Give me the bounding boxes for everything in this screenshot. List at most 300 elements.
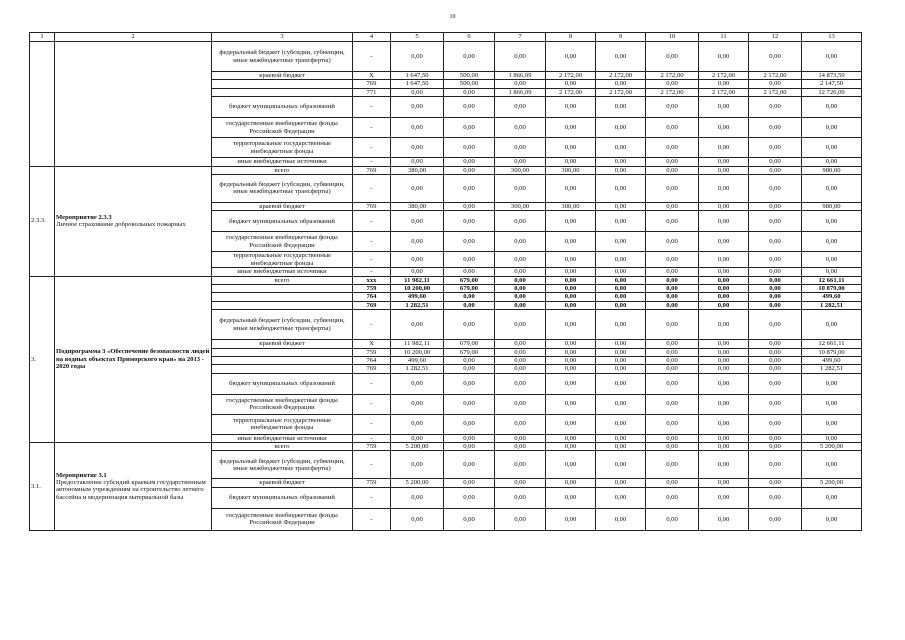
year-value: 0,00 — [444, 394, 495, 414]
year-value: 0,00 — [495, 158, 546, 166]
year-value: 0,00 — [749, 285, 802, 293]
total-value: 0,00 — [802, 434, 862, 442]
year-value: 0,00 — [749, 166, 802, 174]
year-value: 0,00 — [699, 232, 749, 252]
year-value: 0,00 — [546, 451, 596, 479]
year-value: 0,00 — [699, 118, 749, 138]
year-value: 10 200,00 — [391, 348, 444, 356]
year-value: 2 172,00 — [546, 72, 596, 80]
year-value: 0,00 — [749, 80, 802, 88]
year-value: 0,00 — [444, 301, 495, 309]
table-row — [30, 42, 862, 72]
total-value: 0,00 — [802, 394, 862, 414]
total-value: 980,00 — [802, 202, 862, 210]
year-value: 0,00 — [444, 232, 495, 252]
year-value: 0,00 — [546, 80, 596, 88]
year-value: 0,00 — [495, 348, 546, 356]
year-value: 0,00 — [749, 356, 802, 364]
year-value: 500,00 — [444, 72, 495, 80]
year-value: 0,00 — [444, 118, 495, 138]
year-value: 11 982,11 — [391, 276, 444, 284]
year-value: 300,00 — [495, 202, 546, 210]
year-value: 0,00 — [749, 293, 802, 301]
item-description: Личное страхование добровольных пожарных — [56, 221, 186, 229]
year-value: 0,00 — [495, 232, 546, 252]
budget-table — [29, 32, 862, 531]
year-value: 0,00 — [546, 340, 596, 348]
year-value: 0,00 — [596, 487, 646, 508]
year-value: 0,00 — [596, 414, 646, 434]
year-value: 0,00 — [646, 118, 699, 138]
year-value: 0,00 — [646, 268, 699, 276]
year-value: 0,00 — [646, 434, 699, 442]
item-title: Мероприятие 3.1 — [56, 471, 107, 479]
budget-code: - — [353, 451, 391, 479]
year-value: 2 172,00 — [699, 88, 749, 96]
header-cell: 8 — [546, 33, 596, 42]
year-value: 0,00 — [646, 166, 699, 174]
total-value: 0,00 — [802, 232, 862, 252]
year-value: 0,00 — [546, 138, 596, 158]
year-value: 1 282,51 — [391, 365, 444, 373]
total-value: 2 147,50 — [802, 80, 862, 88]
year-value: 0,00 — [699, 479, 749, 487]
year-value: 0,00 — [646, 252, 699, 268]
funding-source: федеральный бюджет (субсидии, субвенции, иные межбюджетные трансферты) — [212, 42, 353, 72]
year-value: 0,00 — [546, 293, 596, 301]
year-value: 300,00 — [546, 166, 596, 174]
year-value: 0,00 — [646, 443, 699, 451]
budget-code: 769 — [353, 202, 391, 210]
year-value: 2 172,00 — [699, 72, 749, 80]
year-value: 0,00 — [391, 487, 444, 508]
year-value: 0,00 — [699, 301, 749, 309]
year-value: 679,00 — [444, 285, 495, 293]
year-value: 0,00 — [495, 97, 546, 118]
year-value: 0,00 — [749, 310, 802, 340]
budget-code: 759 — [353, 285, 391, 293]
year-value: 0,00 — [546, 434, 596, 442]
year-value: 0,00 — [699, 174, 749, 202]
year-value: 0,00 — [596, 394, 646, 414]
funding-source: иные внебюджетные источники — [212, 158, 353, 166]
year-value: 500,00 — [444, 80, 495, 88]
total-value: 0,00 — [802, 174, 862, 202]
year-value: 0,00 — [749, 394, 802, 414]
year-value: 0,00 — [699, 42, 749, 72]
funding-source: всего — [212, 276, 353, 284]
year-value: 0,00 — [596, 166, 646, 174]
year-value: 0,00 — [546, 174, 596, 202]
funding-source: территориальные государственные внебюджетные фонды — [212, 138, 353, 158]
year-value: 0,00 — [646, 285, 699, 293]
year-value: 0,00 — [699, 138, 749, 158]
funding-source — [212, 365, 353, 373]
funding-source: бюджет муниципальных образований — [212, 487, 353, 508]
year-value: 0,00 — [749, 118, 802, 138]
year-value: 0,00 — [495, 118, 546, 138]
total-value: 499,60 — [802, 293, 862, 301]
year-value: 0,00 — [546, 276, 596, 284]
funding-source: всего — [212, 166, 353, 174]
year-value: 0,00 — [444, 373, 495, 394]
budget-code: - — [353, 138, 391, 158]
year-value: 0,00 — [444, 88, 495, 96]
header-cell: 9 — [596, 33, 646, 42]
total-value: 14 873,59 — [802, 72, 862, 80]
year-value: 0,00 — [391, 211, 444, 232]
year-value: 0,00 — [749, 252, 802, 268]
budget-code: 764 — [353, 356, 391, 364]
budget-code: 771 — [353, 88, 391, 96]
total-value: 10 879,00 — [802, 348, 862, 356]
year-value: 300,00 — [546, 202, 596, 210]
year-value: 0,00 — [646, 310, 699, 340]
year-value: 0,00 — [646, 211, 699, 232]
year-value: 0,00 — [596, 232, 646, 252]
year-value: 0,00 — [495, 434, 546, 442]
year-value: 0,00 — [495, 508, 546, 530]
header-cell: 11 — [699, 33, 749, 42]
year-value: 5 200,00 — [391, 443, 444, 451]
total-value: 0,00 — [802, 487, 862, 508]
table-row — [30, 166, 862, 174]
year-value: 2 172,00 — [646, 72, 699, 80]
total-value: 12 726,09 — [802, 88, 862, 96]
year-value: 0,00 — [444, 211, 495, 232]
header-cell: 1 — [30, 33, 55, 42]
year-value: 0,00 — [699, 451, 749, 479]
year-value: 0,00 — [546, 487, 596, 508]
budget-code: 759 — [353, 479, 391, 487]
budget-code: - — [353, 42, 391, 72]
funding-source: государственные внебюджетные фонды Российской Федерации — [212, 232, 353, 252]
year-value: 0,00 — [495, 276, 546, 284]
year-value: 0,00 — [391, 158, 444, 166]
year-value: 0,00 — [596, 158, 646, 166]
year-value: 0,00 — [699, 166, 749, 174]
year-value: 0,00 — [596, 451, 646, 479]
year-value: 0,00 — [444, 166, 495, 174]
year-value: 0,00 — [391, 97, 444, 118]
year-value: 0,00 — [699, 365, 749, 373]
year-value: 0,00 — [495, 443, 546, 451]
year-value: 0,00 — [546, 394, 596, 414]
year-value: 0,00 — [495, 293, 546, 301]
year-value: 0,00 — [699, 293, 749, 301]
budget-code: 759 — [353, 348, 391, 356]
year-value: 0,00 — [391, 232, 444, 252]
year-value: 0,00 — [596, 348, 646, 356]
year-value: 0,00 — [444, 252, 495, 268]
budget-code: - — [353, 373, 391, 394]
year-value: 0,00 — [495, 373, 546, 394]
year-value: 0,00 — [391, 414, 444, 434]
year-value: 0,00 — [546, 118, 596, 138]
funding-source: федеральный бюджет (субсидии, субвенции, иные межбюджетные трансферты) — [212, 174, 353, 202]
year-value: 0,00 — [699, 252, 749, 268]
funding-source: бюджет муниципальных образований — [212, 373, 353, 394]
year-value: 0,00 — [596, 138, 646, 158]
year-value: 0,00 — [646, 348, 699, 356]
year-value: 0,00 — [444, 487, 495, 508]
year-value: 0,00 — [391, 310, 444, 340]
year-value: 0,00 — [596, 211, 646, 232]
year-value: 0,00 — [546, 301, 596, 309]
item-name-cell — [55, 42, 212, 167]
year-value: 0,00 — [646, 138, 699, 158]
year-value: 5 200,00 — [391, 479, 444, 487]
year-value: 0,00 — [749, 451, 802, 479]
budget-code: - — [353, 174, 391, 202]
item-number: 3.1. — [30, 443, 55, 531]
total-value: 0,00 — [802, 268, 862, 276]
total-value: 0,00 — [802, 42, 862, 72]
funding-source: краевой бюджет — [212, 340, 353, 348]
year-value: 499,60 — [391, 293, 444, 301]
year-value: 0,00 — [495, 285, 546, 293]
year-value: 0,00 — [495, 80, 546, 88]
year-value: 0,00 — [495, 451, 546, 479]
budget-code: - — [353, 310, 391, 340]
year-value: 0,00 — [546, 310, 596, 340]
budget-code: - — [353, 414, 391, 434]
item-name-cell — [55, 276, 212, 442]
total-value: 980,00 — [802, 166, 862, 174]
year-value: 0,00 — [646, 487, 699, 508]
year-value: 0,00 — [444, 434, 495, 442]
year-value: 0,00 — [495, 174, 546, 202]
year-value: 0,00 — [699, 202, 749, 210]
year-value: 0,00 — [391, 42, 444, 72]
year-value: 0,00 — [495, 42, 546, 72]
year-value: 0,00 — [699, 97, 749, 118]
year-value: 0,00 — [546, 285, 596, 293]
budget-code: 769 — [353, 166, 391, 174]
header-cell: 12 — [749, 33, 802, 42]
year-value: 0,00 — [391, 394, 444, 414]
year-value: 0,00 — [699, 80, 749, 88]
year-value: 0,00 — [749, 365, 802, 373]
year-value: 0,00 — [546, 42, 596, 72]
year-value: 0,00 — [391, 118, 444, 138]
year-value: 0,00 — [699, 434, 749, 442]
year-value: 0,00 — [646, 42, 699, 72]
table-row — [30, 443, 862, 451]
year-value: 0,00 — [444, 138, 495, 158]
funding-source — [212, 285, 353, 293]
year-value: 0,00 — [699, 285, 749, 293]
year-value: 0,00 — [699, 508, 749, 530]
year-value: 0,00 — [749, 301, 802, 309]
item-name-cell — [55, 443, 212, 531]
year-value: 0,00 — [596, 356, 646, 364]
budget-code: - — [353, 118, 391, 138]
year-value: 0,00 — [749, 443, 802, 451]
year-value: 0,00 — [495, 340, 546, 348]
year-value: 0,00 — [699, 340, 749, 348]
year-value: 0,00 — [546, 508, 596, 530]
year-value: 0,00 — [444, 97, 495, 118]
year-value: 0,00 — [646, 414, 699, 434]
budget-code: - — [353, 97, 391, 118]
budget-code: 764 — [353, 293, 391, 301]
total-value: 499,60 — [802, 356, 862, 364]
year-value: 0,00 — [646, 451, 699, 479]
year-value: 0,00 — [495, 414, 546, 434]
year-value: 0,00 — [646, 202, 699, 210]
funding-source: бюджет муниципальных образований — [212, 211, 353, 232]
year-value: 380,00 — [391, 202, 444, 210]
year-value: 0,00 — [391, 373, 444, 394]
item-number: 3. — [30, 276, 55, 442]
year-value: 0,00 — [749, 138, 802, 158]
total-value: 0,00 — [802, 373, 862, 394]
year-value: 0,00 — [546, 158, 596, 166]
year-value: 0,00 — [444, 158, 495, 166]
year-value: 0,00 — [444, 268, 495, 276]
funding-source: иные внебюджетные источники — [212, 268, 353, 276]
year-value: 1 647,50 — [391, 72, 444, 80]
year-value: 0,00 — [596, 479, 646, 487]
header-cell: 2 — [55, 33, 212, 42]
year-value: 0,00 — [495, 211, 546, 232]
funding-source: федеральный бюджет (субсидии, субвенции, иные межбюджетные трансферты) — [212, 310, 353, 340]
year-value: 0,00 — [749, 268, 802, 276]
year-value: 0,00 — [699, 268, 749, 276]
funding-source: иные внебюджетные источники — [212, 434, 353, 442]
year-value: 0,00 — [495, 356, 546, 364]
year-value: 0,00 — [495, 487, 546, 508]
header-cell: 6 — [444, 33, 495, 42]
year-value: 0,00 — [749, 158, 802, 166]
header-cell: 5 — [391, 33, 444, 42]
year-value: 1 866,09 — [495, 88, 546, 96]
year-value: 679,00 — [444, 340, 495, 348]
year-value: 0,00 — [699, 356, 749, 364]
year-value: 0,00 — [749, 434, 802, 442]
year-value: 0,00 — [646, 340, 699, 348]
year-value: 0,00 — [444, 202, 495, 210]
year-value: 499,60 — [391, 356, 444, 364]
year-value: 0,00 — [391, 88, 444, 96]
header-cell: 10 — [646, 33, 699, 42]
year-value: 0,00 — [646, 365, 699, 373]
funding-source — [212, 88, 353, 96]
year-value: 0,00 — [699, 394, 749, 414]
item-number: 2.3.3. — [30, 166, 55, 276]
budget-code: - — [353, 268, 391, 276]
year-value: 0,00 — [546, 97, 596, 118]
header-row — [30, 33, 862, 42]
page-number: 10 — [449, 14, 456, 20]
total-value: 0,00 — [802, 158, 862, 166]
budget-code: - — [353, 232, 391, 252]
funding-source: государственные внебюджетные фонды Российской Федерации — [212, 394, 353, 414]
year-value: 0,00 — [391, 508, 444, 530]
year-value: 0,00 — [699, 487, 749, 508]
total-value: 5 200,00 — [802, 479, 862, 487]
year-value: 0,00 — [495, 479, 546, 487]
header-cell: 3 — [212, 33, 353, 42]
item-name-cell — [55, 166, 212, 276]
year-value: 0,00 — [749, 211, 802, 232]
year-value: 0,00 — [444, 508, 495, 530]
year-value: 11 982,11 — [391, 340, 444, 348]
total-value: 1 282,51 — [802, 365, 862, 373]
year-value: 0,00 — [646, 80, 699, 88]
total-value: 1 282,51 — [802, 301, 862, 309]
year-value: 0,00 — [646, 479, 699, 487]
year-value: 380,00 — [391, 166, 444, 174]
year-value: 0,00 — [444, 479, 495, 487]
year-value: 0,00 — [646, 276, 699, 284]
item-title: Мероприятие 2.3.3 — [56, 213, 112, 221]
budget-code: xxx — [353, 276, 391, 284]
total-value: 5 200,00 — [802, 443, 862, 451]
year-value: 0,00 — [495, 138, 546, 158]
year-value: 0,00 — [546, 211, 596, 232]
budget-code: - — [353, 434, 391, 442]
year-value: 0,00 — [596, 42, 646, 72]
year-value: 2 172,00 — [546, 88, 596, 96]
year-value: 0,00 — [444, 365, 495, 373]
funding-source — [212, 301, 353, 309]
funding-source — [212, 80, 353, 88]
year-value: 0,00 — [391, 138, 444, 158]
year-value: 0,00 — [495, 365, 546, 373]
funding-source: государственные внебюджетные фонды Российской Федерации — [212, 118, 353, 138]
year-value: 0,00 — [444, 310, 495, 340]
year-value: 0,00 — [596, 508, 646, 530]
year-value: 0,00 — [646, 158, 699, 166]
funding-source: государственные внебюджетные фонды Российской Федерации — [212, 508, 353, 530]
funding-source: краевой бюджет — [212, 202, 353, 210]
year-value: 0,00 — [596, 276, 646, 284]
year-value: 0,00 — [444, 414, 495, 434]
year-value: 2 172,00 — [749, 88, 802, 96]
year-value: 0,00 — [699, 348, 749, 356]
table-body — [30, 42, 862, 531]
year-value: 0,00 — [546, 356, 596, 364]
budget-code: X — [353, 72, 391, 80]
year-value: 0,00 — [546, 443, 596, 451]
header-cell: 4 — [353, 33, 391, 42]
year-value: 0,00 — [444, 356, 495, 364]
year-value: 0,00 — [546, 365, 596, 373]
budget-code: - — [353, 252, 391, 268]
year-value: 0,00 — [646, 508, 699, 530]
year-value: 0,00 — [596, 268, 646, 276]
year-value: 0,00 — [646, 97, 699, 118]
year-value: 1 647,50 — [391, 80, 444, 88]
year-value: 0,00 — [646, 394, 699, 414]
header-cell: 13 — [802, 33, 862, 42]
year-value: 0,00 — [596, 118, 646, 138]
total-value: 0,00 — [802, 310, 862, 340]
funding-source: краевой бюджет — [212, 479, 353, 487]
total-value: 0,00 — [802, 414, 862, 434]
table-row — [30, 276, 862, 284]
year-value: 0,00 — [646, 232, 699, 252]
total-value: 12 661,11 — [802, 340, 862, 348]
budget-code: X — [353, 340, 391, 348]
year-value: 0,00 — [596, 174, 646, 202]
year-value: 0,00 — [495, 394, 546, 414]
year-value: 0,00 — [391, 174, 444, 202]
year-value: 0,00 — [749, 202, 802, 210]
total-value: 0,00 — [802, 118, 862, 138]
